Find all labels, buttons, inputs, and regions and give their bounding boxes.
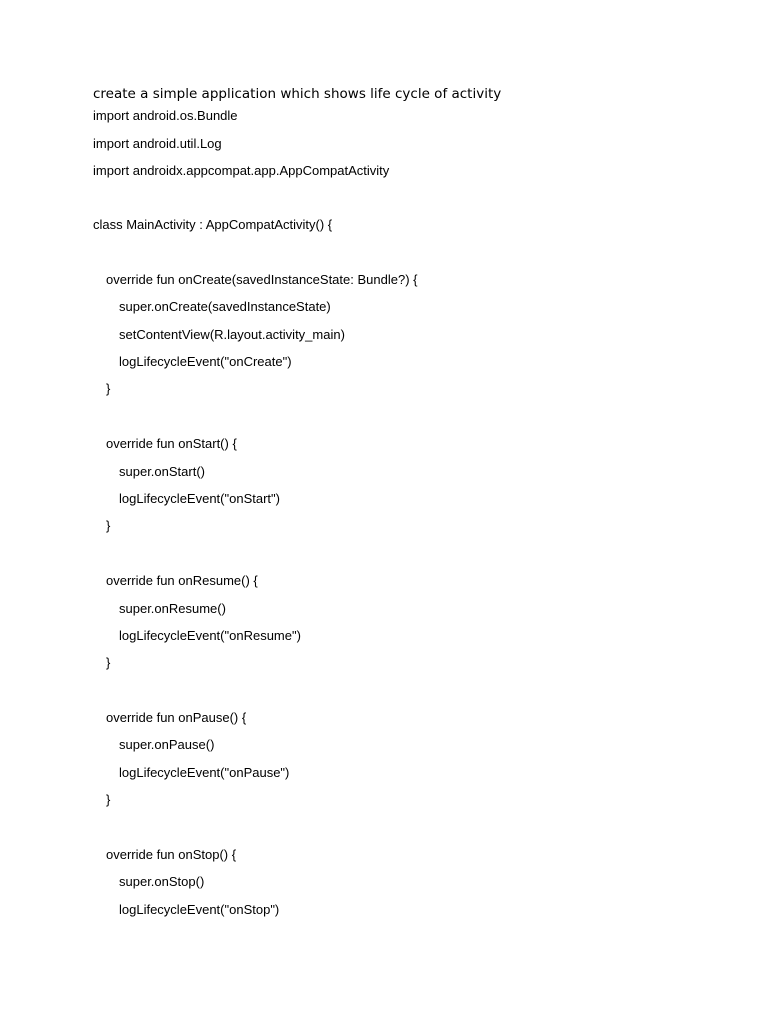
code-line-import-bundle: import android.os.Bundle [93,108,238,123]
code-line-super-onpause: super.onPause() [119,737,215,752]
code-line-class-declaration: class MainActivity : AppCompatActivity() { [93,217,333,232]
code-line-super-oncreate: super.onCreate(savedInstanceState) [119,299,331,314]
code-line-onstart-signature: override fun onStart() { [106,436,237,451]
code-line-super-onresume: super.onResume() [119,601,226,616]
code-line-onstop-signature: override fun onStop() { [106,847,237,862]
code-line-close-brace: } [106,381,111,396]
code-line-super-onstop: super.onStop() [119,874,205,889]
code-line-onresume-signature: override fun onResume() { [106,573,258,588]
code-line-log-oncreate: logLifecycleEvent("onCreate") [119,354,292,369]
code-line-log-onresume: logLifecycleEvent("onResume") [119,628,301,643]
code-line-log-onstop: logLifecycleEvent("onStop") [119,902,280,917]
code-line-onpause-signature: override fun onPause() { [106,710,247,725]
code-line-import-log: import android.util.Log [93,136,222,151]
code-line-close-brace: } [106,655,111,670]
code-line-close-brace: } [106,792,111,807]
code-line-close-brace: } [106,518,111,533]
code-line-oncreate-signature: override fun onCreate(savedInstanceState: Bundle?) { [106,272,418,287]
code-line-import-appcompat: import androidx.appcompat.app.AppCompatActivity [93,163,390,178]
code-line-set-content-view: setContentView(R.layout.activity_main) [119,327,345,342]
code-line-log-onpause: logLifecycleEvent("onPause") [119,765,290,780]
code-line-log-onstart: logLifecycleEvent("onStart") [119,491,280,506]
document-heading: create a simple application which shows life cycle of activity [93,86,502,102]
code-line-super-onstart: super.onStart() [119,464,205,479]
